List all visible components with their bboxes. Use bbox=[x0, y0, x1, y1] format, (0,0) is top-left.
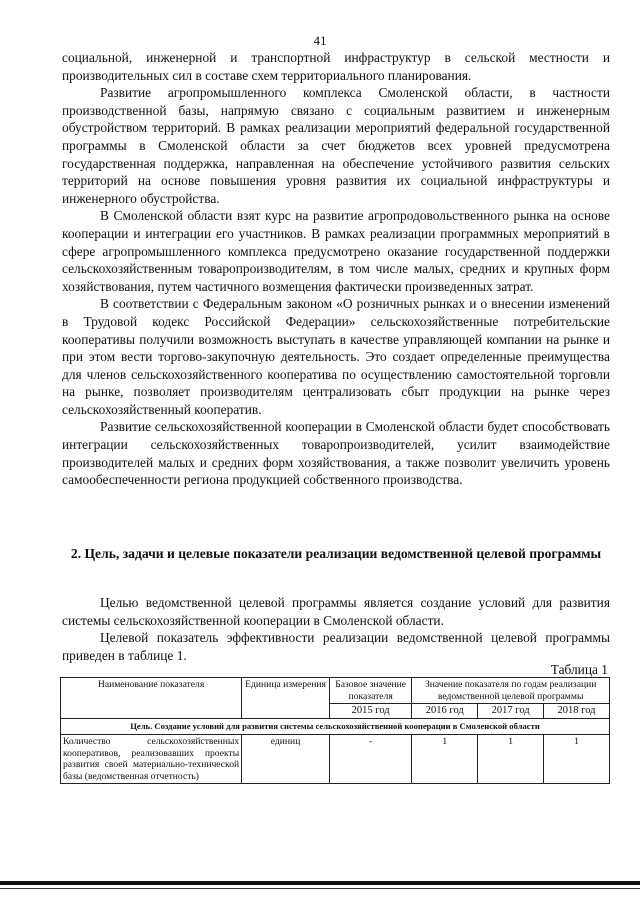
table-row bbox=[61, 735, 610, 784]
table-caption: Таблица 1 bbox=[550, 662, 608, 677]
page-number: 41 bbox=[313, 33, 327, 48]
paragraph: Целевой показатель эффективности реализации ведомственной целевой программы приведен в таблице 1. bbox=[62, 630, 610, 663]
cell-2016: 1 bbox=[412, 735, 478, 784]
cell-2017: 1 bbox=[478, 735, 544, 784]
cell-base: - bbox=[329, 735, 411, 784]
footer-rule-thin bbox=[0, 888, 640, 889]
header-year-2017: 2017 год bbox=[478, 704, 544, 719]
header-year-2016: 2016 год bbox=[412, 704, 478, 719]
header-base-year: 2015 год bbox=[329, 704, 411, 719]
table-header-row bbox=[61, 678, 610, 704]
paragraph: В Смоленской области взят курс на развитие агропродовольственного рынка на основе кооперации и интеграции его участников. В рамках реализации программных мероприятий в сфере агропромышленного комплекса предусмотрено оказание государственной поддержки сельскохозяйственным товаропроизводителям, в том числе малых, средних и крупных форм хозяйствования, путем частичного возмещения фактически произведенных затрат. bbox=[62, 208, 610, 294]
header-unit: Единица измерения bbox=[242, 678, 330, 719]
cell-2018: 1 bbox=[544, 735, 610, 784]
goal-cell: Цель. Создание условий для развития системы сельскохозяйственной кооперации в Смоленской области bbox=[61, 718, 610, 735]
header-indicator: Наименование показателя bbox=[61, 678, 242, 719]
paragraph: Развитие агропромышленного комплекса Смоленской области, в частности производственной базы, напрямую связано с социальным развитием и инженерным обустройством территорий. В рамках реализации мероприятий федеральной государственной программы в Смоленской области за счет бюджетов всех уровней предусмотрена государственная поддержка, направленная на обеспечение устойчивого развития сельских территорий на основе повышения уровня развития их социальной инфраструктуры и инженерного обустройства. bbox=[62, 85, 610, 206]
footer-rule bbox=[0, 881, 640, 885]
table-goal-row bbox=[61, 718, 610, 735]
cell-unit: единиц bbox=[242, 735, 330, 784]
paragraph: В соответствии с Федеральным законом «О розничных рынках и о внесении изменений в Трудовой кодекс Российской Федерации» сельскохозяйственные потребительские кооперативы получили возможность выступать в качестве управляющей компании на рынке и при этом вести торгово-закупочную деятельность. Это создает определенные преимущества для членов сельскохозяйственного кооператива по осуществлению самостоятельной торговли на рынке, позволяет производителям централизовать сбыт продукции на рынке через сельскохозяйственный кооператив. bbox=[62, 296, 610, 417]
header-base: Базовое значение показателя bbox=[329, 678, 411, 704]
body-text bbox=[62, 49, 610, 489]
paragraph: Целью ведомственной целевой программы является создание условий для развития системы сельскохозяйственной кооперации в Смоленской области. bbox=[62, 595, 610, 628]
paragraph: социальной, инженерной и транспортной инфраструктур в сельской местности и производительных сил в составе схем территориального планирования. bbox=[62, 50, 610, 83]
header-year-2018: 2018 год bbox=[544, 704, 610, 719]
header-by-years: Значение показателя по годам реализации ведомственной целевой программы bbox=[412, 678, 610, 704]
indicators-table bbox=[60, 677, 610, 784]
section-heading: 2. Цель, задачи и целевые показатели реализации ведомственной целевой программы bbox=[70, 546, 602, 561]
cell-indicator: Количество сельскохозяйственных кооперативов, реализовавших проекты развития своей материально-технической базы (ведомственная отчетность) bbox=[61, 735, 242, 784]
paragraph: Развитие сельскохозяйственной кооперации в Смоленской области будет способствовать интеграции сельскохозяйственных товаропроизводителей, усилит взаимодействие производителей малых и средних форм хозяйствования, а также позволит увеличить уровень самообеспеченности региона продукцией собственного производства. bbox=[62, 419, 610, 488]
goal-text bbox=[62, 594, 610, 664]
